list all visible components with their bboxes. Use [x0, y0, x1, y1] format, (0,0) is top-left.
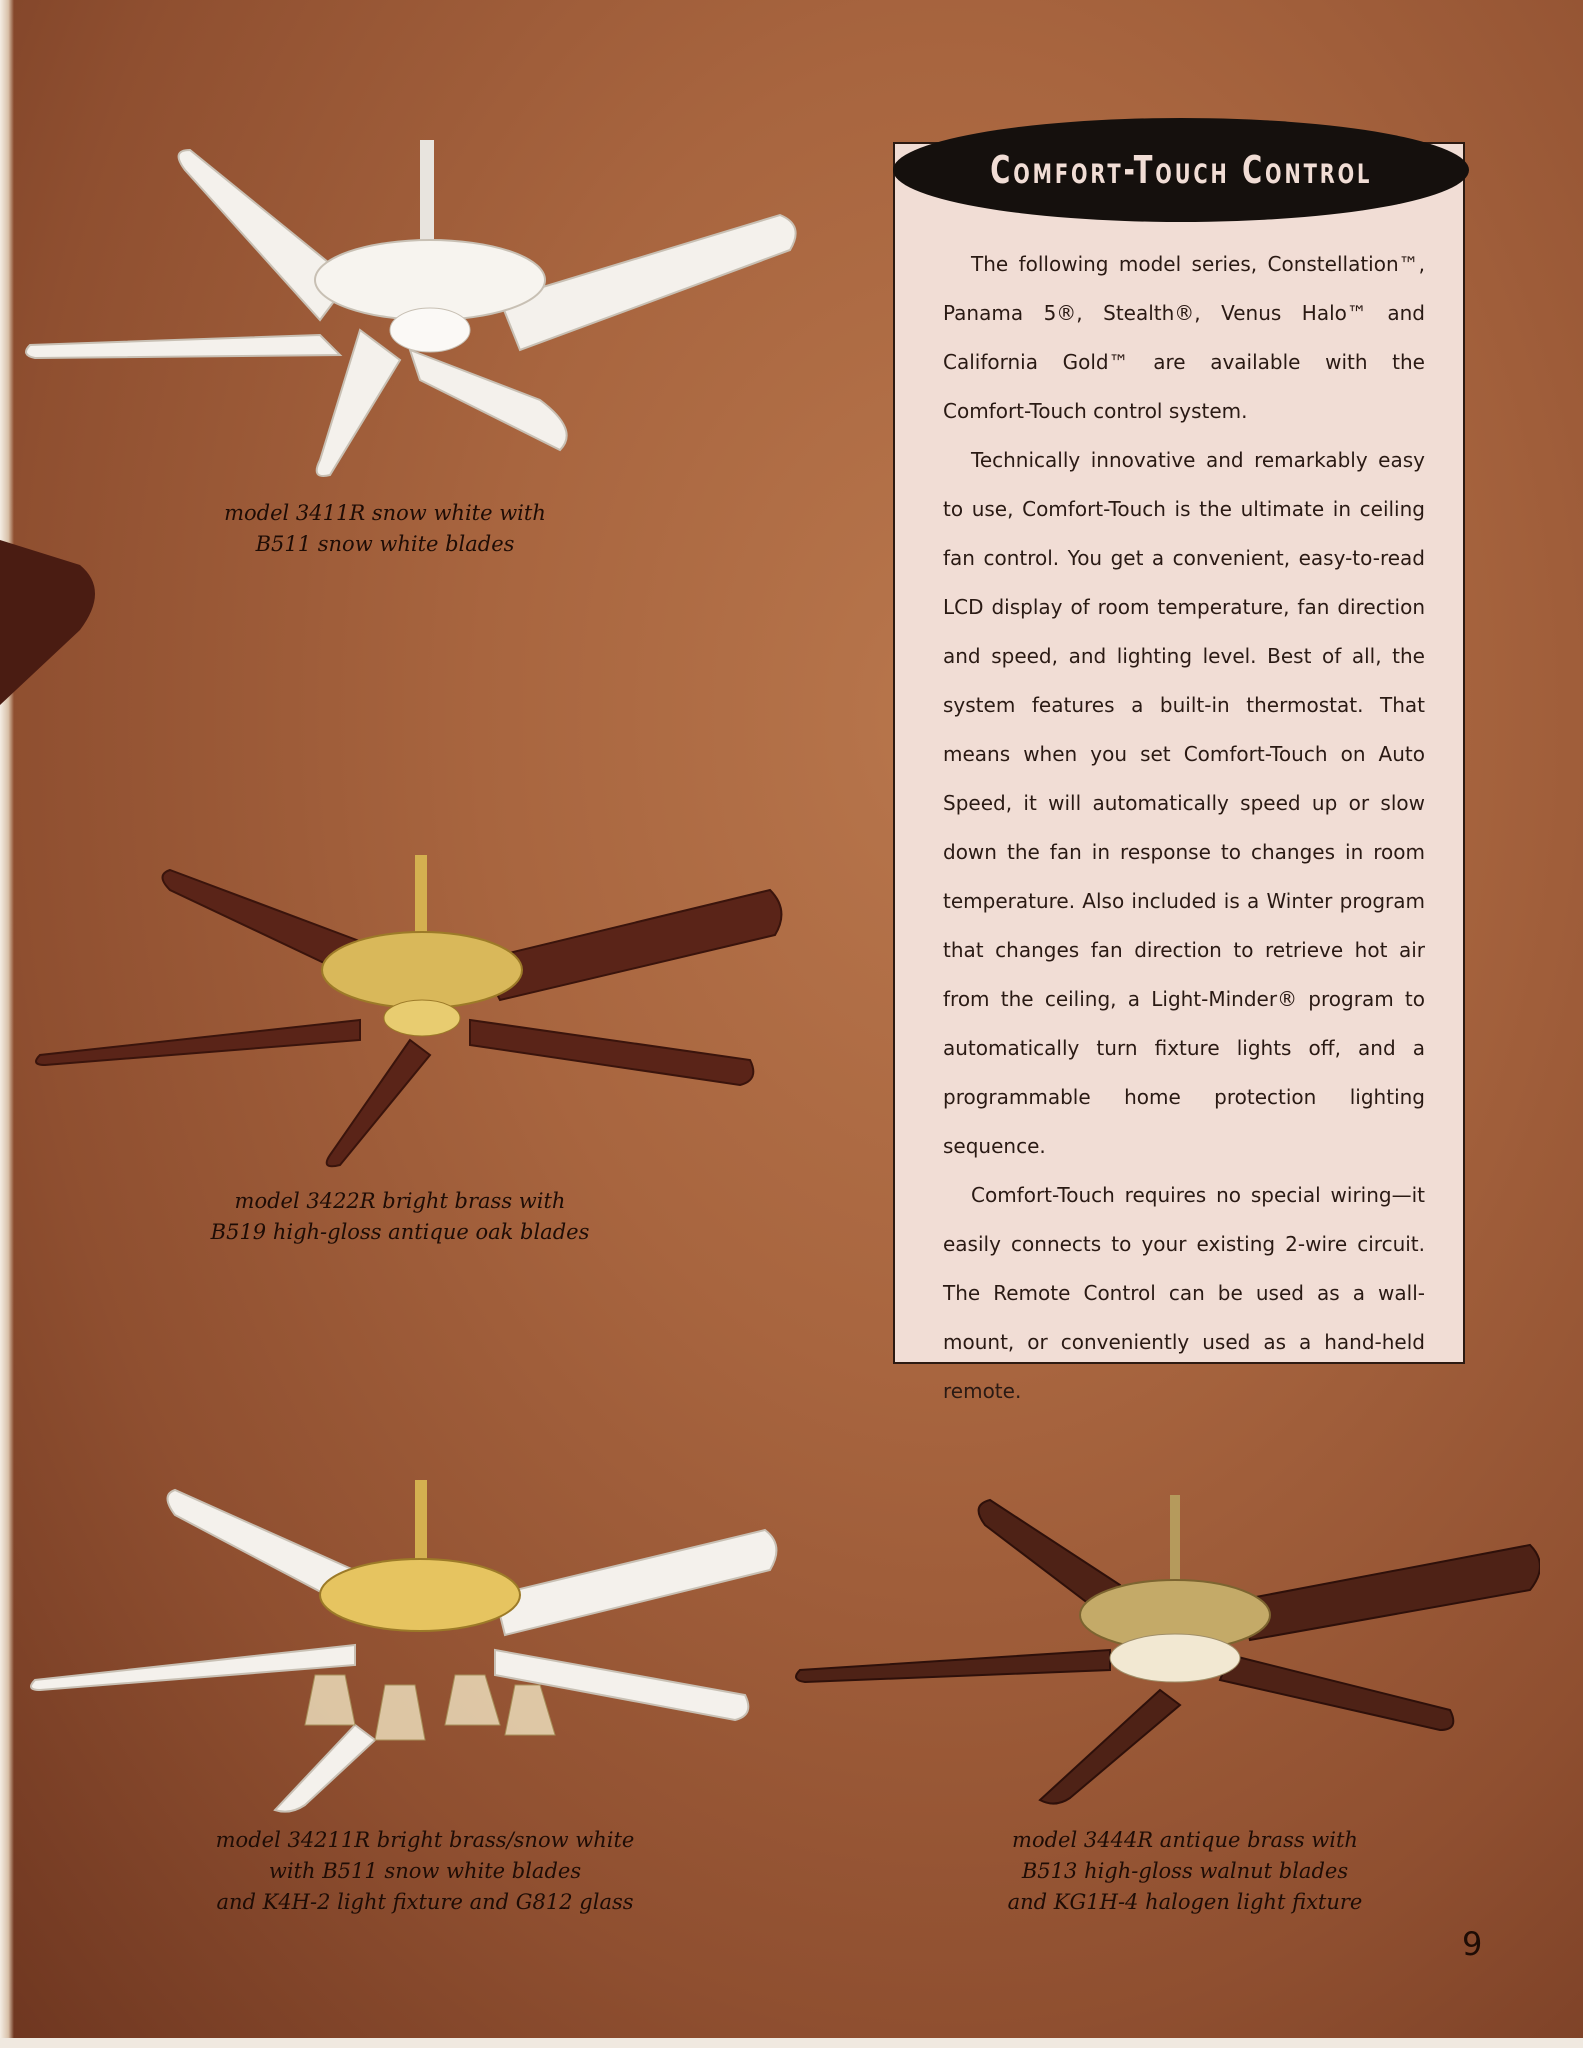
fan-image-34211r — [25, 1475, 785, 1815]
page-number: 9 — [1462, 1925, 1483, 1963]
page-edge-left — [0, 0, 14, 2048]
fan-image-3422r — [30, 850, 800, 1170]
fan-caption-34211r: model 34211R bright brass/snow white with B511 snow white blades and K4H-2 light fixture and G812 glass — [215, 1828, 635, 1914]
panel-title: Comfort-Touch Control — [990, 148, 1372, 192]
fan-image-3444r — [790, 1490, 1540, 1810]
panel-paragraph-1: The following model series, Constellation™, Panama 5®, Stealth®, Venus Halo™ and California Gold™ are available with the Comfort-Touch control system. — [943, 252, 1425, 423]
panel-header — [893, 118, 1469, 222]
fan-caption-3411r: model 3411R snow white with B511 snow white blades — [224, 501, 546, 556]
panel-paragraph-3: Comfort-Touch requires no special wiring—it easily connects to your existing 2-wire circuit. The Remote Control can be used as a wall-mount, or conveniently used as a hand-held remote. — [943, 1183, 1425, 1403]
fan-caption-3444r: model 3444R antique brass with B513 high-gloss walnut blades and KG1H-4 halogen light fixture — [1007, 1828, 1363, 1914]
fan-image-3411r — [20, 130, 800, 480]
page-edge-bottom — [0, 2038, 1583, 2048]
partial-fan-blade — [0, 530, 110, 710]
fan-caption-3422r: model 3422R bright brass with B519 high-gloss antique oak blades — [210, 1189, 590, 1244]
panel-paragraph-2: Technically innovative and remarkably easy to use, Comfort-Touch is the ultimate in ceiling fan control. You get a convenient, easy-to-read LCD display of room temperature, fan direction and speed, and lighting level. Best of all, the system features a built-in thermostat. That means when you set Comfort-Touch on Auto Speed, it will automatically speed up or slow down the fan in response to changes in room temperature. Also included is a Winter program that changes fan direction to retrieve hot air from the ceiling, a Light-Minder® program to automatically turn fixture lights off, and a programmable home protection lighting sequence. — [943, 448, 1425, 1158]
panel-body — [943, 240, 1425, 1416]
